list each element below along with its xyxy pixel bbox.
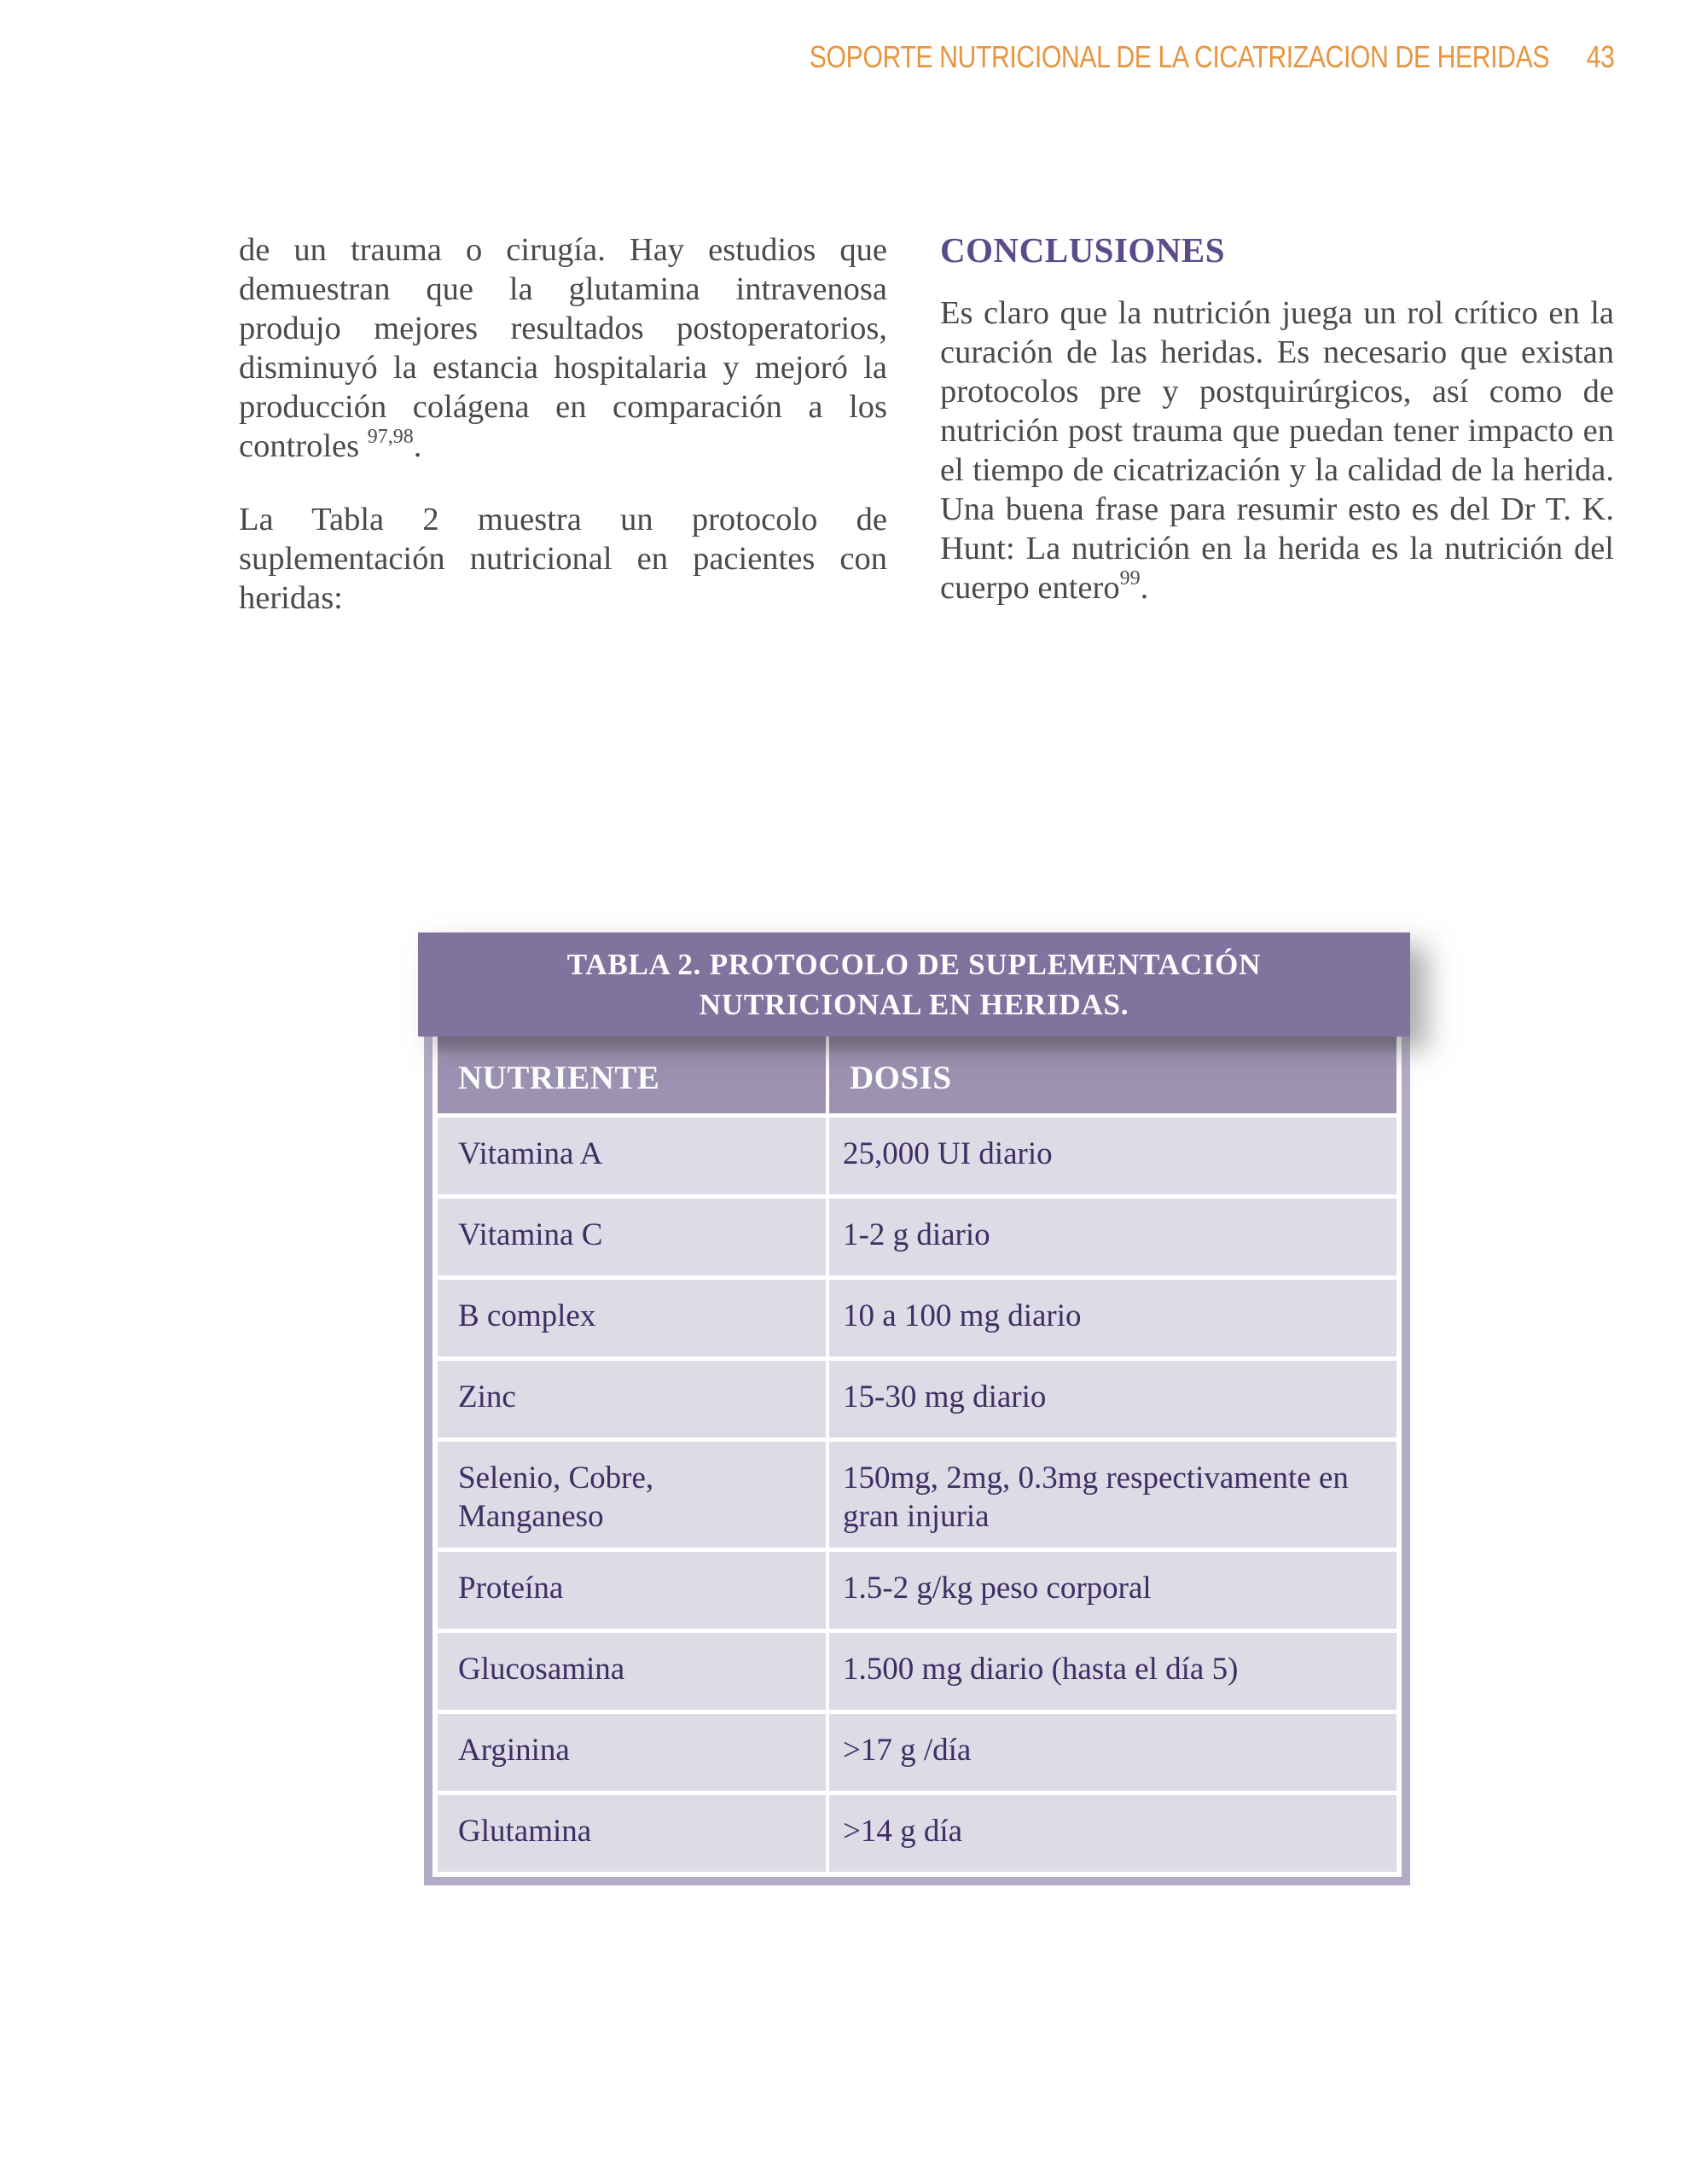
table-cell-nutriente: Arginina (438, 1714, 826, 1791)
text-columns (239, 230, 1614, 618)
conclusions-heading: CONCLUSIONES (940, 230, 1226, 270)
table-caption-line2: NUTRICIONAL EN HERIDAS. (699, 988, 1129, 1021)
column-header-nutriente: NUTRIENTE (438, 1037, 826, 1113)
paragraph-glutamina (239, 230, 887, 466)
table-cell-nutriente: B complex (438, 1280, 826, 1356)
table-cell-nutriente: Selenio, Cobre, Manganeso (438, 1442, 826, 1548)
table-cell-dosis: 1.500 mg diario (hasta el día 5) (829, 1633, 1396, 1710)
table-cell-nutriente: Proteína (438, 1552, 826, 1629)
right-column (940, 230, 1614, 618)
running-header-title: SOPORTE NUTRICIONAL DE LA CICATRIZACION DE HERIDAS (810, 39, 1550, 74)
table-cell-dosis: >14 g día (829, 1795, 1396, 1872)
table-cell-dosis: 1-2 g diario (829, 1199, 1396, 1275)
reference-superscript: 99 (1119, 567, 1141, 590)
paragraph-text: Es claro que la nutrición juega un rol crítico en la curación de las heridas. Es necesario que existan protocolos pre y postquirúrgicos, así como de nutrición post trauma que puedan tener impacto en el tiempo de cicatrización y la calidad de la herida. Una buena frase para resumir esto es del Dr T. K. Hunt: La nutrición en la herida es la nutrición del cuerpo entero (940, 295, 1614, 606)
left-column (239, 230, 887, 618)
paragraph-text: de un trauma o cirugía. Hay estudios que demuestran que la glutamina intravenosa produjo mejores resultados postoperatorios, disminuyó la estancia hospitalaria y mejoró la producción colágena en comparación a los controles (239, 232, 887, 464)
table-cell-dosis: 15-30 mg diario (829, 1361, 1396, 1438)
table-cell-nutriente: Glucosamina (438, 1633, 826, 1710)
paragraph-tabla2-intro: La Tabla 2 muestra un protocolo de suplementación nutricional en pacientes con heridas: (239, 502, 887, 616)
table-cell-nutriente: Glutamina (438, 1795, 826, 1872)
nutrition-table (424, 1037, 1410, 1885)
nutrition-table-grid (438, 1037, 1396, 1872)
table-cell-dosis: 150mg, 2mg, 0.3mg respectivamente en gran injuria (829, 1442, 1396, 1548)
table-caption (418, 932, 1410, 1037)
paragraph-period: . (1140, 570, 1149, 606)
paragraph-period: . (413, 428, 422, 464)
table-cell-dosis: 10 a 100 mg diario (829, 1280, 1396, 1356)
table-cell-dosis: 25,000 UI diario (829, 1118, 1396, 1194)
table-cell-nutriente: Vitamina C (438, 1199, 826, 1275)
running-header (810, 39, 1615, 75)
tabla-2 (418, 932, 1410, 1885)
table-cell-dosis: >17 g /día (829, 1714, 1396, 1791)
table-cell-dosis: 1.5-2 g/kg peso corporal (829, 1552, 1396, 1629)
table-cell-nutriente: Vitamina A (438, 1118, 826, 1194)
column-header-dosis: DOSIS (829, 1037, 1396, 1113)
page-number: 43 (1587, 39, 1615, 74)
table-cell-nutriente: Zinc (438, 1361, 826, 1438)
table-caption-line1: TABLA 2. PROTOCOLO DE SUPLEMENTACIÓN (566, 948, 1262, 981)
paragraph-conclusiones (940, 293, 1614, 607)
reference-superscript: 97,98 (367, 426, 414, 448)
